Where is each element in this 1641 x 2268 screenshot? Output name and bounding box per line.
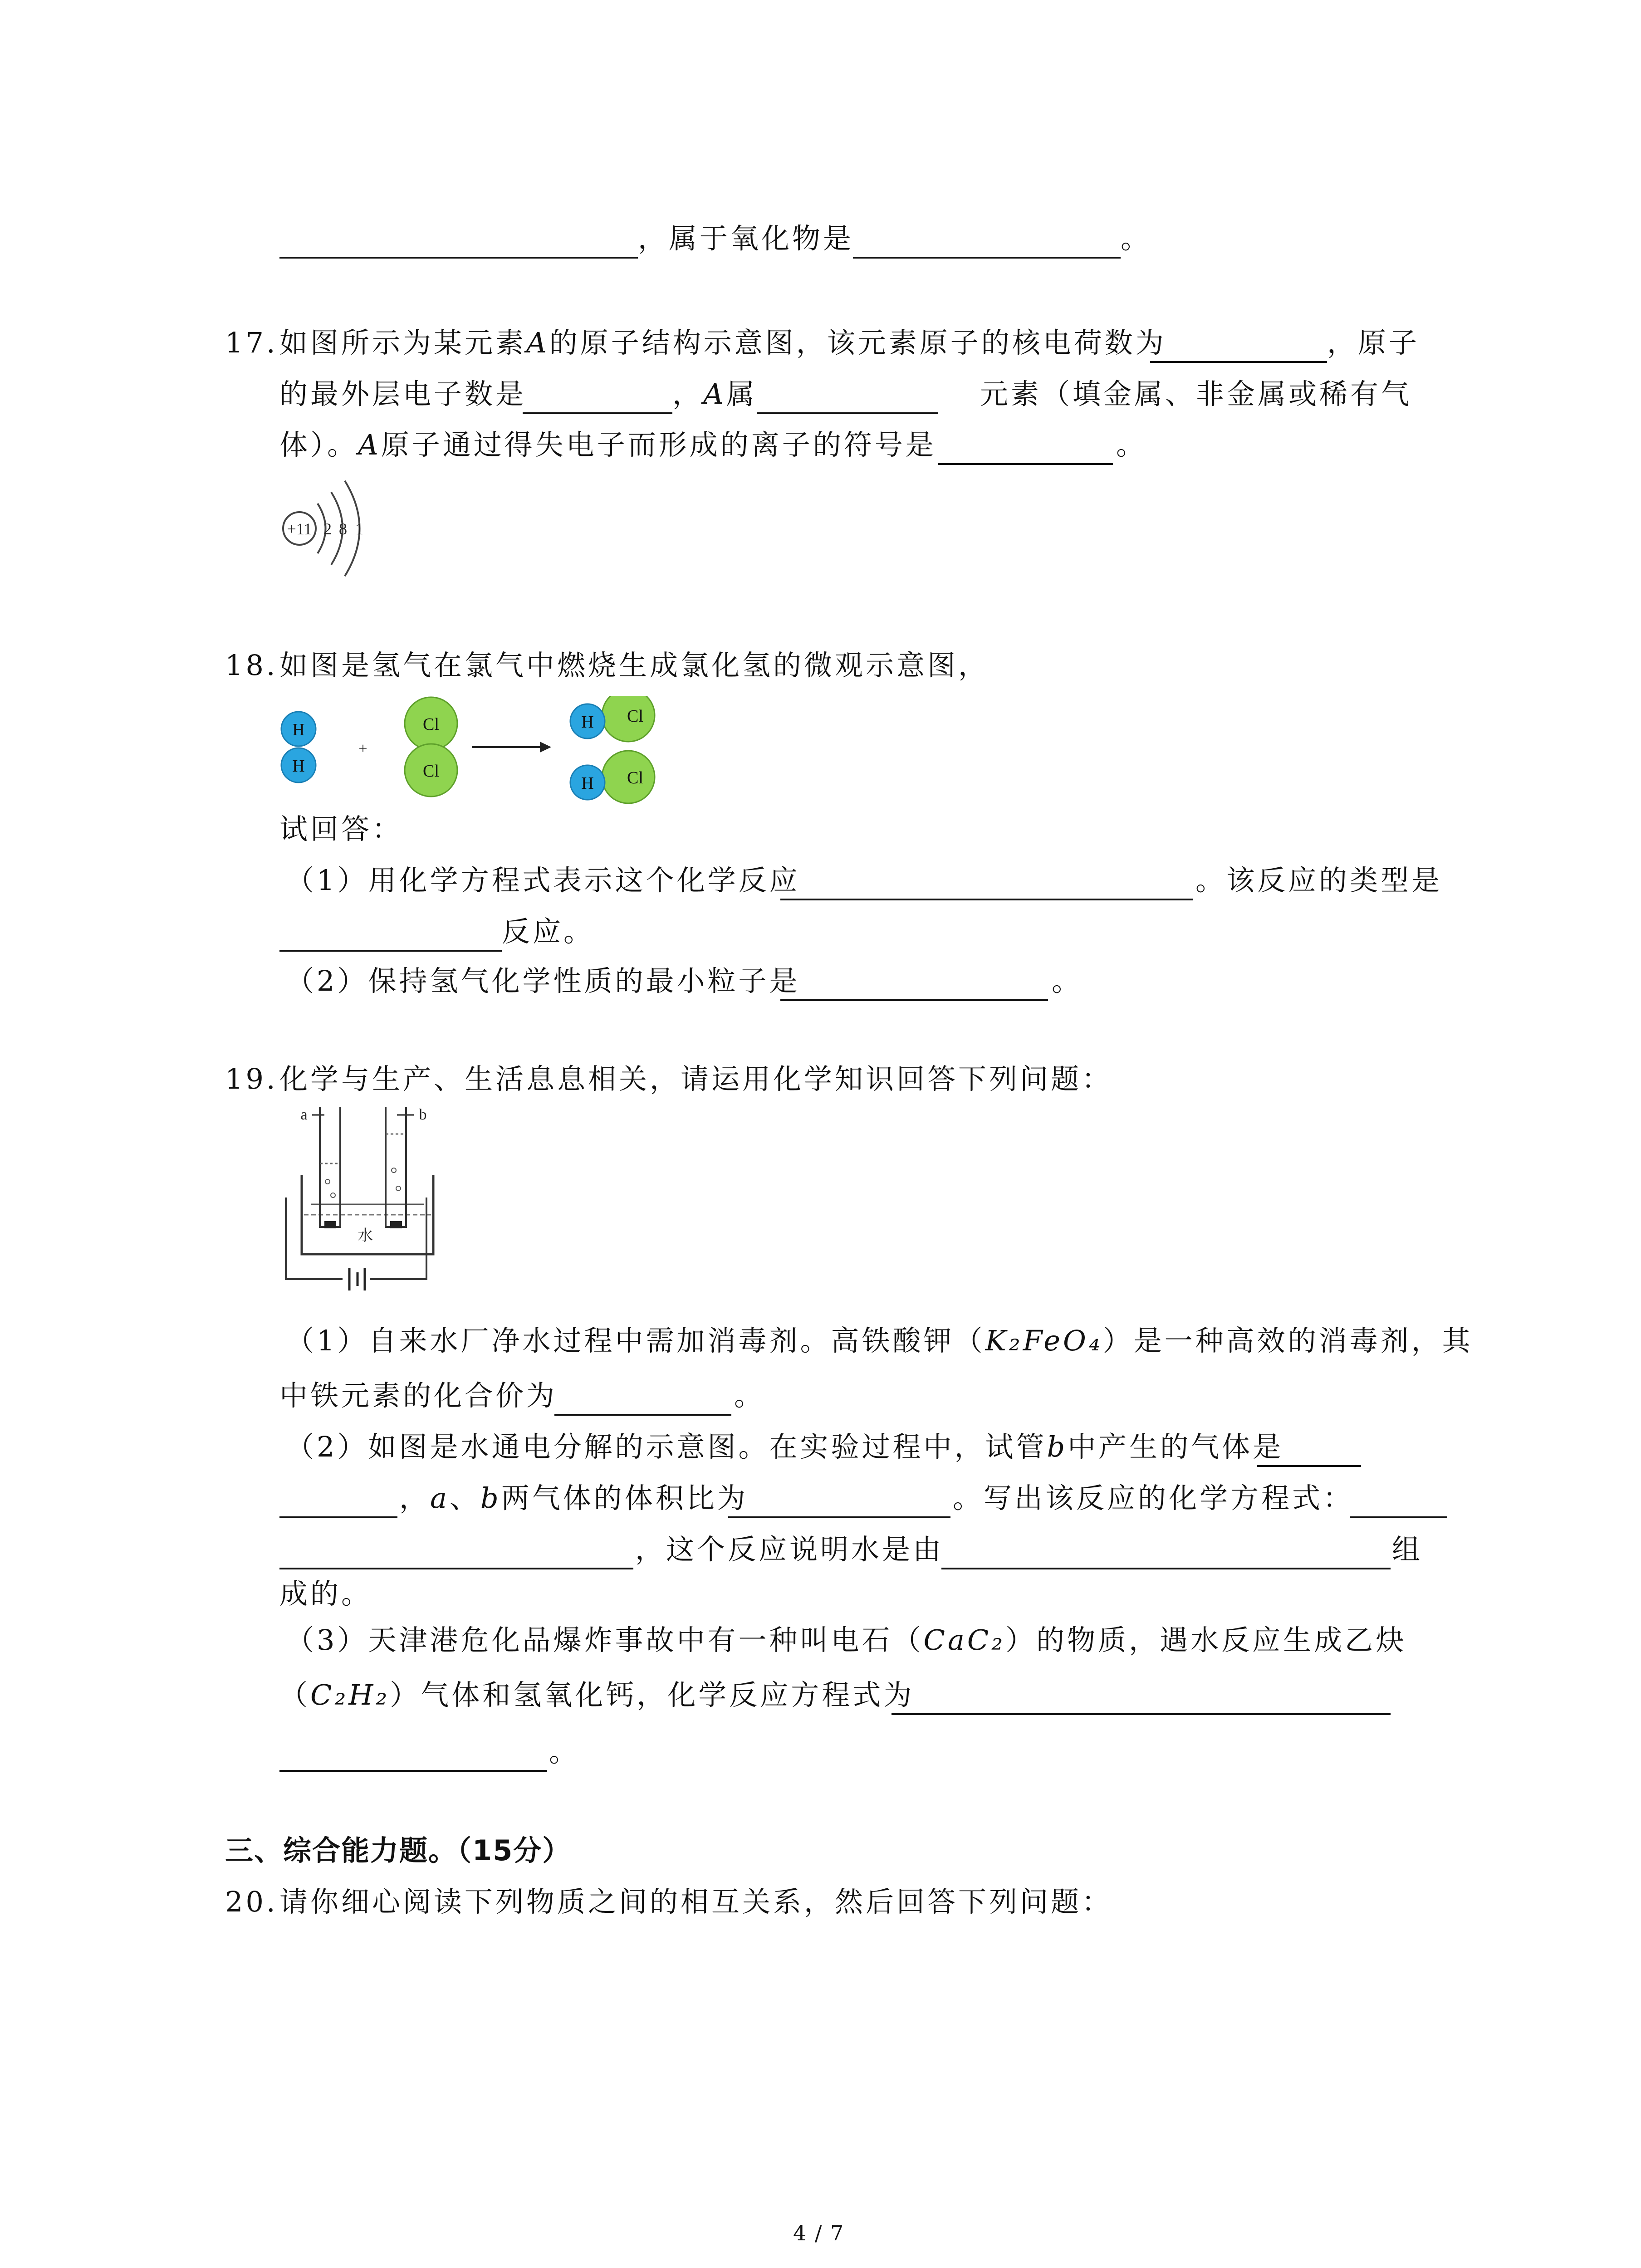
- page-number: 4 / 7: [793, 2221, 845, 2245]
- q17-var-a: A: [526, 326, 549, 359]
- q17-line2-a: 的最外层电子数是: [279, 377, 527, 411]
- q17-line1: [279, 326, 1166, 359]
- q19-blank-valence[interactable]: [554, 1414, 731, 1416]
- q19-p2-d: 、: [449, 1481, 480, 1515]
- q16-text: ，属于氧化物是: [638, 222, 854, 255]
- q18-p2-a: （2）保持氢气化学性质的最小粒子是: [286, 964, 800, 997]
- q17-line1-b: 的原子结构示意图，该元素原子的核电荷数为: [549, 326, 1166, 359]
- q20-stem: 请你细心阅读下列物质之间的相互关系，然后回答下列问题：: [279, 1885, 1113, 1918]
- q18-blank-smallest-particle[interactable]: [780, 999, 1048, 1001]
- q17-line1-c: ，原子: [1327, 326, 1420, 359]
- q19-p1-a: （1）自来水厂净水过程中需加消毒剂。高铁酸钾（: [286, 1324, 985, 1357]
- q19-blank-equation3-part1[interactable]: [892, 1713, 1391, 1715]
- q19-p3-c: （: [279, 1678, 311, 1711]
- hydrogen-chlorine-reaction-diagram: [272, 696, 681, 805]
- q18-prompt: 试回答：: [279, 812, 403, 846]
- q19-p3-line2: [279, 1678, 915, 1711]
- q19-formula-k2feo4: K₂FeO₄: [985, 1324, 1103, 1357]
- q17-line1-a: 如图所示为某元素: [279, 326, 527, 359]
- q20-number: 20.: [225, 1885, 278, 1918]
- q17-blank-nuclear-charge[interactable]: [1150, 361, 1327, 363]
- water-label: 水: [358, 1227, 373, 1244]
- q19-p2-line1: [286, 1430, 1284, 1463]
- q19-p2-c: ，: [399, 1481, 431, 1515]
- q17-line3-a: 体）。: [279, 428, 358, 461]
- section-3-title: 三、综合能力题。（15分）: [225, 1834, 572, 1867]
- q19-p1-d: 。: [734, 1379, 765, 1412]
- nucleus-charge: +11: [287, 520, 312, 538]
- electrode-a: [324, 1221, 336, 1228]
- reaction-arrow-head: [540, 742, 551, 753]
- q17-line3-b: 原子通过得失电子而形成的离子的符号是: [381, 428, 936, 461]
- q17-var-a3: A: [358, 428, 381, 461]
- cl-label: Cl: [627, 768, 643, 787]
- q19-blank-composition[interactable]: [941, 1568, 1391, 1569]
- test-tube-a: [320, 1107, 340, 1227]
- tube-a-label: a: [300, 1106, 308, 1123]
- h-label: H: [292, 757, 305, 776]
- q19-blank-gas-b-part2[interactable]: [279, 1516, 397, 1518]
- q18-p1-b: 。该反应的类型是: [1195, 864, 1443, 897]
- q19-formula-c2h2: C₂H₂: [310, 1678, 390, 1711]
- q19-p3-b: ）的物质，遇水反应生成乙炔: [1005, 1623, 1407, 1657]
- h-label: H: [292, 720, 305, 739]
- q17-blank-element-type[interactable]: [757, 412, 938, 414]
- q17-line2-b: [672, 377, 757, 411]
- q18-p2-b: 。: [1052, 964, 1083, 997]
- q19-p2-e: 两气体的体积比为: [501, 1481, 748, 1515]
- q19-p2-line2: [399, 1481, 748, 1515]
- q19-blank-volume-ratio[interactable]: [728, 1516, 950, 1518]
- q19-p3-line1: [286, 1623, 1407, 1657]
- bubble: [392, 1168, 396, 1173]
- q19-stem: 化学与生产、生活息息相关，请运用化学知识回答下列问题：: [279, 1062, 1113, 1095]
- q19-p2-g: ，这个反应说明水是由: [635, 1533, 944, 1566]
- q17-line3: [279, 428, 936, 461]
- q19-blank-equation-part2[interactable]: [279, 1568, 633, 1569]
- q19-p2-a: （2）如图是水通电分解的示意图。在实验过程中，试管: [286, 1430, 1047, 1463]
- shell-3-electrons: 1: [355, 520, 363, 538]
- q17-line3-c: 。: [1116, 428, 1147, 461]
- q19-p2-b: 中产生的气体是: [1068, 1430, 1284, 1463]
- bubble: [331, 1193, 335, 1198]
- q18-number: 18.: [225, 649, 278, 682]
- q18-blank-equation[interactable]: [780, 899, 1193, 900]
- q19-blank-equation3-part2[interactable]: [279, 1770, 547, 1772]
- tube-b-label: b: [419, 1106, 427, 1123]
- q19-p2-h: 组: [1392, 1533, 1423, 1566]
- bubble: [325, 1179, 330, 1184]
- q19-blank-equation-part1[interactable]: [1350, 1516, 1447, 1518]
- q17-line2-d: 元素（填金属、非金属或稀有气: [980, 377, 1412, 411]
- q19-formula-cac2: CaC₂: [923, 1623, 1006, 1657]
- q17-number: 17.: [225, 326, 278, 359]
- q17-blank-outer-electrons[interactable]: [523, 412, 672, 414]
- q19-p3-e: 。: [549, 1735, 580, 1768]
- bubble: [396, 1186, 401, 1191]
- q17-line2-c: 属: [726, 377, 757, 411]
- q19-p3-d: ）气体和氢氧化钙，化学反应方程式为: [390, 1678, 915, 1711]
- cl-label: Cl: [627, 707, 643, 726]
- q17-blank-ion-symbol[interactable]: [938, 463, 1113, 465]
- cl-label: Cl: [423, 762, 439, 781]
- shell-1-electrons: 2: [323, 520, 332, 538]
- plus-sign: +: [358, 740, 367, 757]
- electrode-b: [390, 1221, 402, 1228]
- q18-blank-reaction-type[interactable]: [279, 950, 502, 952]
- shell-2-electrons: 8: [339, 520, 347, 538]
- q17-line2-comma: ，: [672, 377, 704, 411]
- water-electrolysis-diagram: [277, 1102, 454, 1302]
- q19-blank-gas-b-part1[interactable]: [1257, 1465, 1361, 1467]
- q19-p1-b: ）是一种高效的消毒剂，其: [1102, 1324, 1473, 1357]
- q17-var-a2: A: [703, 377, 726, 411]
- q19-var-b: b: [1047, 1430, 1068, 1463]
- q19-var-b2: b: [480, 1481, 501, 1515]
- atom-structure-diagram: [272, 467, 381, 594]
- test-tube-b: [386, 1107, 406, 1227]
- q19-number: 19.: [225, 1062, 278, 1095]
- h-label: H: [581, 713, 594, 732]
- h-label: H: [581, 774, 594, 793]
- q19-p2-f: 。写出该反应的化学方程式：: [953, 1481, 1354, 1515]
- q16-end: 。: [1121, 222, 1152, 255]
- q16-blank-1[interactable]: [279, 257, 638, 259]
- q18-p1-c: 反应。: [502, 915, 595, 948]
- q16-blank-2[interactable]: [853, 257, 1121, 259]
- q19-p3-a: （3）天津港危化品爆炸事故中有一种叫电石（: [286, 1623, 924, 1657]
- q18-stem: 如图是氢气在氯气中燃烧生成氯化氢的微观示意图，: [279, 649, 989, 682]
- cl-label: Cl: [423, 715, 439, 734]
- q19-p2-i: 成的。: [279, 1577, 372, 1610]
- q18-p1-a: （1）用化学方程式表示这个化学反应: [286, 864, 800, 897]
- q19-p1-c: 中铁元素的化合价为: [279, 1379, 558, 1412]
- q19-var-a: a: [430, 1481, 450, 1515]
- q19-p1-line: [286, 1324, 1473, 1357]
